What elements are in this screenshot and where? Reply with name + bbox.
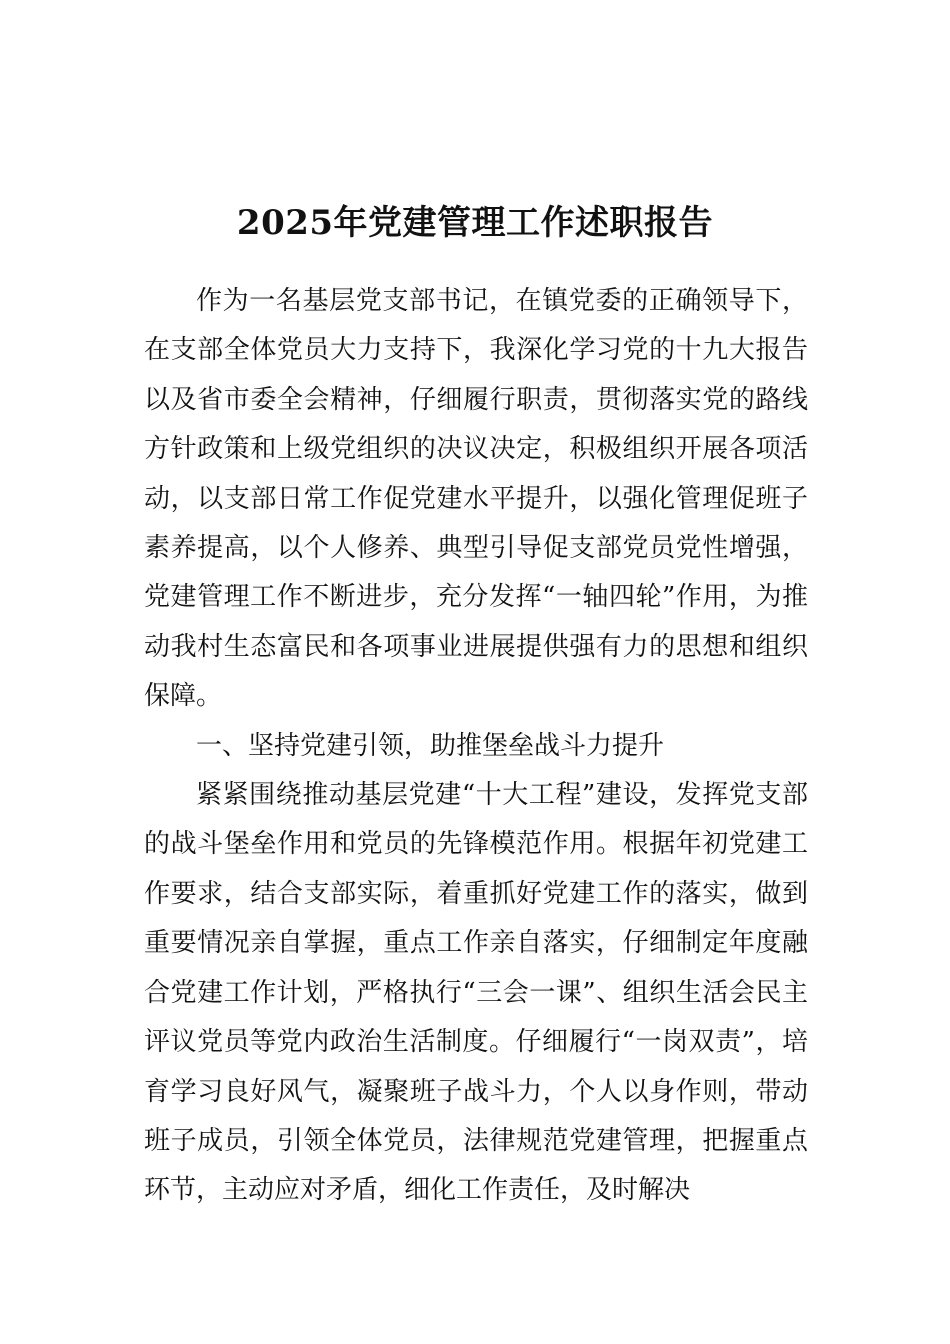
paragraph-section-1: 紧紧围绕推动基层党建“十大工程”建设，发挥党支部的战斗堡垒作用和党员的先锋模范作用。根据年初党建工作要求，结合支部实际，着重抓好党建工作的落实，做到重要情况亲自掌握，重点工作亲自落实，仔细制定年度融合党建工作计划，严格执行“三会一课”、组织生活会民主评议党员等党内政治生活制度。仔细履行“一岗双责”，培育学习良好风气，凝聚班子战斗力，个人以身作则，带动班子成员，引领全体党员，法律规范党建管理，把握重点环节，主动应对矛盾，细化工作责任，及时解决 [144,780,808,1206]
document-title: 2025年党建管理工作述职报告 [236,202,714,243]
document-body [144,277,808,1216]
paragraph-intro: 作为一名基层党支部书记，在镇党委的正确领导下，在支部全体党员大力支持下，我深化学习党的十九大报告以及省市委全会精神，仔细履行职责，贯彻落实党的路线方针政策和上级党组织的决议决定，积极组织开展各项活动，以支部日常工作促党建水平提升，以强化管理促班子素养提高，以个人修养、典型引导促支部党员党性增强，党建管理工作不断进步，充分发挥“一轴四轮”作用，为推动我村生态富民和各项事业进展提供强有力的思想和组织保障。 [144,286,808,712]
section-heading-1: 一、坚持党建引领，助推堡垒战斗力提升 [196,730,665,761]
